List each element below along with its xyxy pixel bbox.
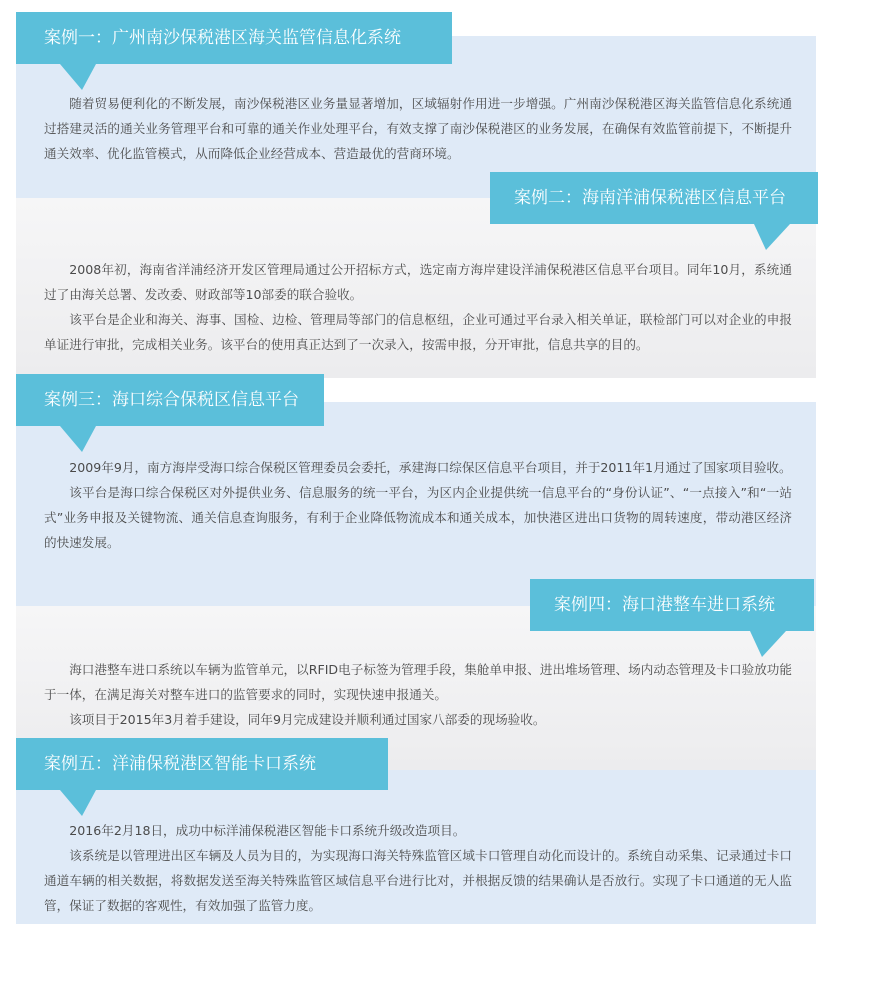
case-5-paragraph-2: 该系统是以管理进出区车辆及人员为目的，为实现海口海关特殊监管区域卡口管理自动化而设计的。系统自动采集、记录通过卡口通道车辆的相关数据，将数据发送至海关特殊监管区域信息平台进行比对，并根据反馈的结果确认是否放行。实现了卡口通道的无人监管，保证了数据的客观性，有效加强了监管力度。 [44,848,792,913]
case-4-text [44,657,792,732]
case-4-title: 案例四：海口港整车进口系统 [530,579,814,631]
case-2-text [44,257,792,357]
case-4-paragraph-1: 海口港整车进口系统以车辆为监管单元，以RFID电子标签为管理手段，集舱单申报、进出堆场管理、场内动态管理及卡口验放功能于一体，在满足海关对整车进口的监管要求的同时，实现快速申报通关。 [44,662,792,702]
case-1-title: 案例一：广州南沙保税港区海关监管信息化系统 [16,12,452,64]
case-5-title: 案例五：洋浦保税港区智能卡口系统 [16,738,388,790]
case-1-text [44,91,792,166]
case-2-paragraph-2: 该平台是企业和海关、海事、国检、边检、管理局等部门的信息枢纽，企业可通过平台录入相关单证，联检部门可以对企业的申报单证进行审批，完成相关业务。该平台的使用真正达到了一次录入，按需申报，分开审批，信息共享的目的。 [44,312,792,352]
case-4-paragraph-2: 该项目于2015年3月着手建设，同年9月完成建设并顺利通过国家八部委的现场验收。 [69,712,546,727]
case-3-paragraph-1: 2009年9月，南方海岸受海口综合保税区管理委员会委托，承建海口综保区信息平台项目，并于2011年1月通过了国家项目验收。 [69,460,792,475]
case-3-text [44,455,792,555]
case-2-title: 案例二：海南洋浦保税港区信息平台 [490,172,818,224]
case-5-text [44,818,792,918]
case-5-paragraph-1: 2016年2月18日，成功中标洋浦保税港区智能卡口系统升级改造项目。 [69,823,466,838]
case-3-paragraph-2: 该平台是海口综合保税区对外提供业务、信息服务的统一平台，为区内企业提供统一信息平台的“身份认证”、“一点接入”和“一站式”业务申报及关键物流、通关信息查询服务，有利于企业降低物流成本和通关成本，加快港区进出口货物的周转速度，带动港区经济的快速发展。 [44,485,792,550]
case-2-paragraph-1: 2008年初，海南省洋浦经济开发区管理局通过公开招标方式，选定南方海岸建设洋浦保税港区信息平台项目。同年10月，系统通过了由海关总署、发改委、财政部等10部委的联合验收。 [44,262,792,302]
case-3-title: 案例三：海口综合保税区信息平台 [16,374,324,426]
case-1-paragraph-1: 随着贸易便利化的不断发展，南沙保税港区业务量显著增加，区域辐射作用进一步增强。广州南沙保税港区海关监管信息化系统通过搭建灵活的通关业务管理平台和可靠的通关作业处理平台，有效支撑了南沙保税港区的业务发展，在确保有效监管前提下，不断提升通关效率、优化监管模式，从而降低企业经营成本、营造最优的营商环境。 [44,96,792,161]
